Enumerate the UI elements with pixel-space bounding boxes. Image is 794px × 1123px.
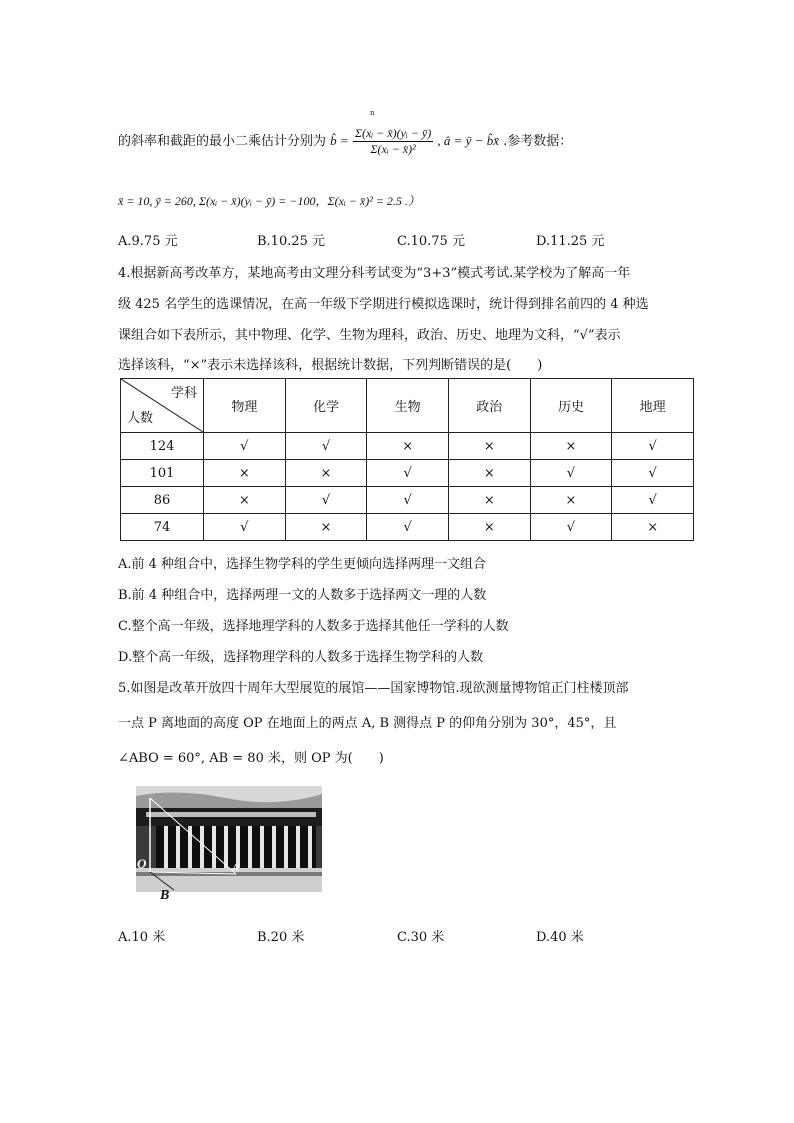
header-politics: 政治 [448, 379, 530, 433]
q5-text-line-2: 一点 P 离地面的高度 OP 在地面上的两点 A, B 测得点 P 的仰角分别为 30°，45°，且 [118, 716, 617, 731]
table-cell-mark: × [448, 487, 530, 514]
table-row [121, 460, 694, 487]
q3-formula-line [118, 126, 572, 157]
table-cell-mark: √ [285, 433, 367, 460]
q5-text-line-3: ∠ABO = 60°, AB = 80 米，则 OP 为( ) [118, 751, 384, 766]
q3-slope-fraction [353, 126, 433, 157]
row-count: 74 [121, 514, 204, 541]
table-cell-mark: √ [285, 487, 367, 514]
q4-text-line-4: 选择该科，“×”表示未选择该科，根据统计数据，下列判断错误的是( ) [118, 358, 543, 373]
row-count: 124 [121, 433, 204, 460]
header-biology: 生物 [367, 379, 449, 433]
q3-option-c[interactable]: C.10.75 元 [397, 234, 465, 249]
table-cell-mark: √ [367, 487, 449, 514]
table-cell-mark: √ [367, 460, 449, 487]
table-header-row [121, 379, 694, 433]
q3-b-hat: b̂ = [330, 133, 349, 148]
q5-option-d[interactable]: D.40 米 [536, 930, 584, 945]
q4-option-b[interactable]: B.前 4 种组合中，选择两理一文的人数多于选择两文一理的人数 [118, 588, 487, 603]
q5-option-c[interactable]: C.30 米 [397, 930, 445, 945]
q3-a-hat: , â = ȳ − b̂x̄ [437, 133, 499, 148]
figure-label-b: B [160, 888, 170, 903]
header-chemistry: 化学 [285, 379, 367, 433]
table-row [121, 433, 694, 460]
row-count: 86 [121, 487, 204, 514]
table-cell-mark: √ [530, 460, 612, 487]
q5-option-a[interactable]: A.10 米 [118, 930, 166, 945]
figure-label-o: O [137, 856, 147, 871]
q3-option-b[interactable]: B.10.25 元 [257, 234, 326, 249]
table-cell-mark: × [530, 487, 612, 514]
table-cell-mark: × [448, 514, 530, 541]
table-cell-mark: √ [612, 433, 694, 460]
header-geography: 地理 [612, 379, 694, 433]
museum-photo-drawing [136, 786, 322, 892]
q3-option-a[interactable]: A.9.75 元 [118, 234, 178, 249]
table-cell-mark: × [448, 433, 530, 460]
corner-label-subject: 学科 [170, 386, 197, 401]
table-row [121, 514, 694, 541]
table-cell-mark: × [204, 487, 286, 514]
table-cell-mark: √ [530, 514, 612, 541]
q4-course-table [120, 378, 694, 541]
q4-option-a[interactable]: A.前 4 种组合中，选择生物学科的学生更倾向选择两理一文组合 [118, 557, 487, 572]
header-physics: 物理 [204, 379, 286, 433]
q4-option-c[interactable]: C.整个高一年级，选择地理学科的人数多于选择其他任一学科的人数 [118, 619, 509, 634]
museum-photo [136, 786, 322, 892]
q3-fraction-numerator: Σ(xᵢ − x̄)(yᵢ − ȳ) [354, 126, 432, 140]
row-count: 101 [121, 460, 204, 487]
q4-text-line-2: 级 425 名学生的选课情况，在高一年级下学期进行模拟选课时，统计得到排名前四的 4 种选 [118, 297, 649, 312]
corner-label-count: 人数 [127, 411, 154, 426]
q3-reference-data: x̄ = 10, ȳ = 260, Σ(xᵢ − x̄)(yᵢ − ȳ) = −100，Σ(xᵢ − x̄)² = 2.5 .） [118, 194, 420, 208]
q3-ref-label: .参考数据： [503, 134, 573, 149]
table-cell-mark: × [285, 460, 367, 487]
table-cell-mark: × [448, 460, 530, 487]
table-cell-mark: √ [204, 514, 286, 541]
q3-sum-top-index: n [370, 109, 375, 117]
table-cell-mark: × [612, 514, 694, 541]
q5-option-b[interactable]: B.20 米 [257, 930, 305, 945]
table-cell-mark: √ [612, 487, 694, 514]
table-cell-mark: √ [612, 460, 694, 487]
table-cell-mark: × [530, 433, 612, 460]
table-cell-mark: × [285, 514, 367, 541]
q5-text-line-1: 5.如图是改革开放四十周年大型展览的展馆——国家博物馆.现欲测量博物馆正门柱楼顶部 [118, 681, 629, 696]
table-cell-mark: × [204, 460, 286, 487]
figure-label-a: A [232, 862, 240, 874]
q4-text-line-1: 4.根据新高考改革方，某地高考由文理分科考试变为“3+3”模式考试.某学校为了解高一年 [118, 266, 631, 281]
table-cell-mark: × [367, 433, 449, 460]
header-history: 历史 [530, 379, 612, 433]
q3-fraction-denominator: Σ(xᵢ − x̄)² [370, 142, 416, 156]
table-row [121, 487, 694, 514]
q3-option-d[interactable]: D.11.25 元 [536, 234, 605, 249]
table-cell-mark: √ [204, 433, 286, 460]
q3-intro-text: 的斜率和截距的最小二乘估计分别为 [118, 134, 327, 149]
table-cell-mark: √ [367, 514, 449, 541]
q4-text-line-3: 课组合如下表所示，其中物理、化学、生物为理科，政治、历史、地理为文科，“√”表示 [118, 328, 621, 343]
table-corner-cell [121, 379, 204, 433]
q4-option-d[interactable]: D.整个高一年级，选择物理学科的人数多于选择生物学科的人数 [118, 650, 484, 665]
